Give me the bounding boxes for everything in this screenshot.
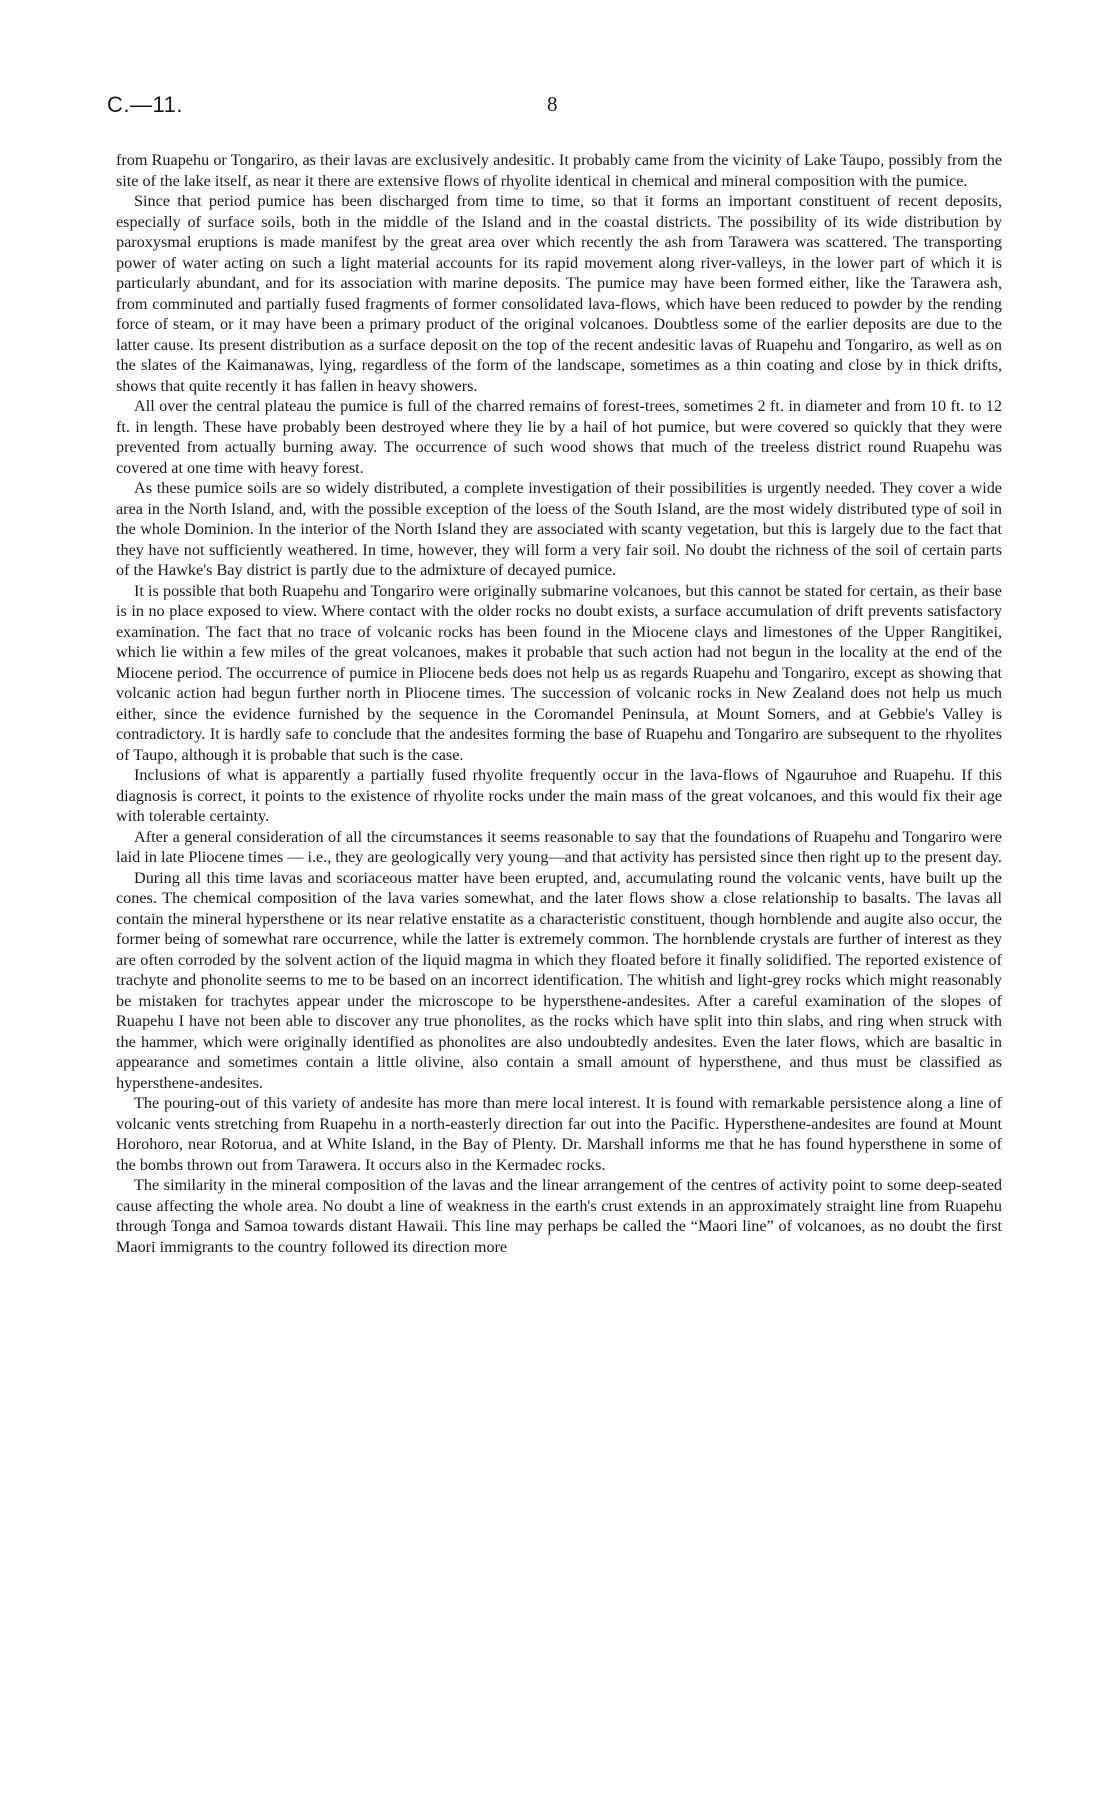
paragraph: Inclusions of what is apparently a partially fused rhyolite frequently occur in the lava-flows of Ngauruhoe and Ruapehu. If this diagnosis is correct, it points to the existence of rhyolite rocks under the main mass of the great volcanoes, and this would fix their age with tolerable certainty. <box>116 766 1002 825</box>
paragraph: All over the central plateau the pumice is full of the charred remains of forest-trees, sometimes 2 ft. in diameter and from 10 ft. to 12 ft. in length. These have probably been destroyed where they lie by a hail of hot pumice, but were covered so quickly that they were prevented from actually burning away. The occurrence of such wood shows that much of the treeless district round Ruapehu was covered at one time with heavy forest. <box>116 397 1002 477</box>
paragraph: During all this time lavas and scoriaceous matter have been erupted, and, accumulating round the volcanic vents, have built up the cones. The chemical composition of the lava varies somewhat, and the later flows show a close relationship to basalts. The lavas all contain the mineral hypersthene or its near relative enstatite as a characteristic constituent, though hornblende and augite also occur, the former being of somewhat rare occurrence, while the latter is extremely common. The hornblende crystals are further of interest as they are often corroded by the solvent action of the liquid magma in which they floated before it finally solidified. The reported existence of trachyte and phonolite seems to me to be based on an incorrect identification. The whitish and light-grey rocks which might reasonably be mistaken for trachytes appear under the microscope to be hypersthene-andesites. After a careful examination of the slopes of Ruapehu I have not been able to discover any true phonolites, as the rocks which have split into thin slabs, and ring when struck with the hammer, which were originally identified as phonolites are also undoubtedly andesites. Even the later flows, which are basaltic in appearance and sometimes contain a little olivine, also contain a small amount of hypersthene, and thus must be classified as hypersthene-andesites. <box>116 868 1002 1092</box>
paragraph: It is possible that both Ruapehu and Tongariro were originally submarine volcanoes, but this cannot be stated for certain, as their base is in no place exposed to view. Where contact with the older rocks no doubt exists, a surface accumulation of drift prevents satisfactory examination. The fact that no trace of volcanic rocks has been found in the Miocene clays and limestones of the Upper Rangitikei, which lie within a few miles of the great volcanoes, makes it probable that such action had not begun in the locality at the end of the Miocene period. The occurrence of pumice in Pliocene beds does not help us as regards Ruapehu and Tongariro, except as showing that volcanic action had begun further north in Pliocene times. The succession of volcanic rocks in New Zealand does not help us much either, since the evidence furnished by the sequence in the Coromandel Peninsula, at Mount Somers, and at Gebbie's Valley is contradictory. It is hardly safe to conclude that the andesites forming the base of Ruapehu and Tongariro are subsequent to the rhyolites of Taupo, although it is probable that such is the case. <box>116 581 1002 764</box>
page-number: 8 <box>547 92 558 116</box>
paragraph: from Ruapehu or Tongariro, as their lavas are exclusively andesitic. It probably came from the vicinity of Lake Taupo, possibly from the site of the lake itself, as near it there are extensive flows of rhyolite identical in chemical and mineral composition with the pumice. <box>116 151 1002 190</box>
paragraph: After a general consideration of all the circumstances it seems reasonable to say that the foundations of Ruapehu and Tongariro were laid in late Pliocene times — i.e., they are geologically very young—and that activity has persisted since then right up to the present day. <box>116 827 1002 866</box>
page-header <box>107 92 1007 132</box>
body-text <box>116 150 1002 1257</box>
paragraph: Since that period pumice has been discharged from time to time, so that it forms an important constituent of recent deposits, especially of surface soils, both in the middle of the Island and in the coastal districts. The possibility of its wide distribution by paroxysmal eruptions is made manifest by the great area over which recently the ash from Tarawera was scattered. The transporting power of water acting on such a light material accounts for its rapid movement along river-valleys, in the lower part of which it is particularly abundant, and for its association with marine deposits. The pumice may have been formed either, like the Tarawera ash, from comminuted and partially fused fragments of former consolidated lava-flows, which have been reduced to powder by the rending force of steam, or it may have been a primary product of the original volcanoes. Doubtless some of the earlier deposits are due to the latter cause. Its present distribution as a surface deposit on the top of the recent andesitic lavas of Ruapehu and Tongariro, as well as on the slates of the Kaimanawas, lying, regardless of the form of the landscape, sometimes as a thin coating and close by in thick drifts, shows that quite recently it has fallen in heavy showers. <box>116 192 1002 395</box>
document-id: C.—11. <box>107 92 183 117</box>
paragraph: The pouring-out of this variety of andesite has more than mere local interest. It is found with remarkable persistence along a line of volcanic vents stretching from Ruapehu in a north-easterly direction far out into the Pacific. Hypersthene-andesites are found at Mount Horohoro, near Rotorua, and at White Island, in the Bay of Plenty. Dr. Marshall informs me that he has found hypersthene in some of the bombs thrown out from Tarawera. It occurs also in the Kermadec rocks. <box>116 1094 1002 1174</box>
paragraph: The similarity in the mineral composition of the lavas and the linear arrangement of the centres of activity point to some deep-seated cause affecting the whole area. No doubt a line of weakness in the earth's crust extends in an approximately straight line from Ruapehu through Tonga and Samoa towards distant Hawaii. This line may perhaps be called the “Maori line” of volcanoes, as no doubt the first Maori immigrants to the country followed its direction more <box>116 1176 1002 1256</box>
paragraph: As these pumice soils are so widely distributed, a complete investigation of their possibilities is urgently needed. They cover a wide area in the North Island, and, with the possible exception of the loess of the South Island, are the most widely distributed type of soil in the whole Dominion. In the interior of the North Island they are associated with scanty vegetation, but this is largely due to the fact that they have not sufficiently weathered. In time, however, they will form a very fair soil. No doubt the richness of the soil of certain parts of the Hawke's Bay district is partly due to the admixture of decayed pumice. <box>116 479 1002 579</box>
